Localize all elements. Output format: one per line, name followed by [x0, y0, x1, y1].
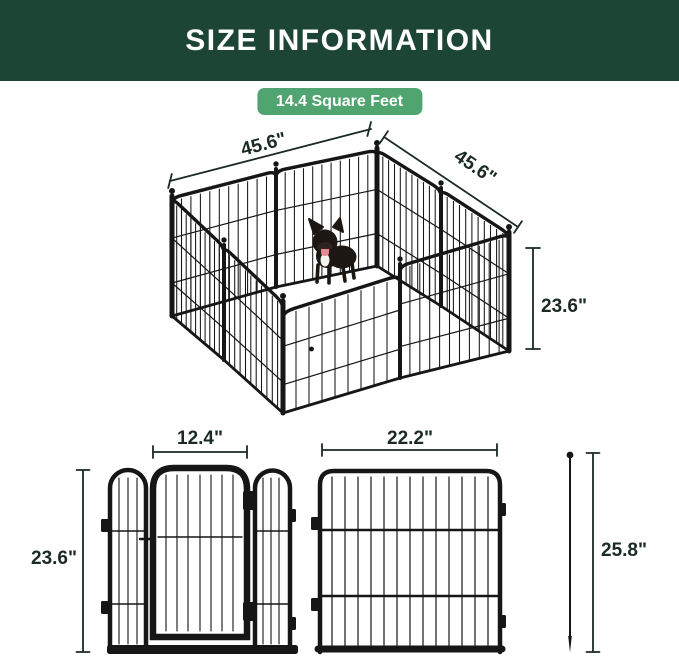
playpen-isometric-drawing [169, 140, 512, 413]
dimension-door-width [153, 428, 247, 458]
connector-tab [101, 519, 109, 532]
dimension-height-isometric [526, 248, 587, 349]
connector-tab [288, 509, 296, 522]
page-title: SIZE INFORMATION [185, 23, 494, 57]
connector-tab [288, 617, 296, 630]
dimension-door-height [31, 470, 90, 652]
dimension-label-panel-width: 22.2" [387, 428, 433, 449]
ground-stake-icon [567, 452, 574, 653]
connector-tab [101, 601, 109, 614]
dimension-label-stake-height: 25.8" [601, 540, 647, 561]
dimension-label-door-width: 12.4" [177, 428, 223, 449]
regular-panel-front-view [311, 471, 506, 652]
connector-tab [498, 503, 506, 516]
connector-tab [311, 598, 319, 611]
dimension-stake-height [587, 453, 648, 652]
door-latch-knob [309, 347, 314, 352]
dimension-width-right [380, 131, 522, 233]
connector-tab [311, 517, 319, 530]
dimension-label-width-right: 45.6" [450, 145, 501, 190]
dimension-label-width-left: 45.6" [238, 128, 289, 161]
door-hinge-bottom [243, 602, 255, 621]
dimension-label-height-isometric: 23.6" [541, 296, 587, 317]
dimension-label-door-height: 23.6" [31, 548, 77, 569]
dimension-panel-width [322, 428, 497, 456]
door-hinge-top [243, 491, 255, 510]
area-badge: 14.4 Square Feet [257, 88, 422, 115]
connector-tab [498, 615, 506, 628]
door-panel-front-view [101, 468, 298, 654]
